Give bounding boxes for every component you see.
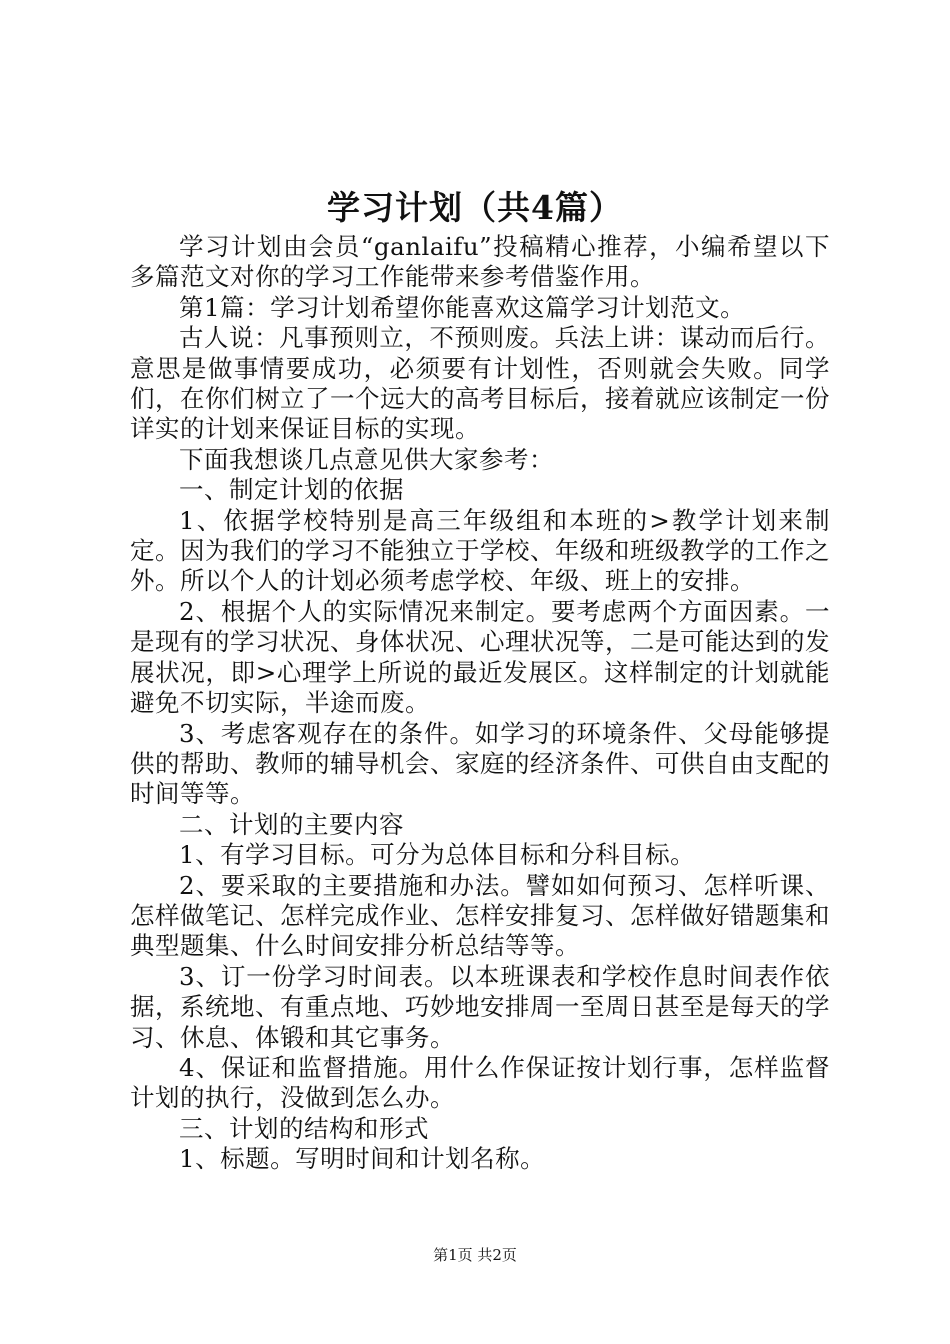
paragraph-basis-3: 3、考虑客观存在的条件。如学习的环境条件、父母能够提供的帮助、教师的辅导机会、家庭的经济条件、可供自由支配的时间等等。: [130, 718, 830, 809]
section-heading-structure: 三、计划的结构和形式: [179, 1113, 429, 1143]
paragraph-intro: 学习计划由会员“ganlaifu”投稿精心推荐，小编希望以下多篇范文对你的学习工作能带来参考借鉴作用。: [130, 232, 830, 292]
paragraph-structure-1: 1、标题。写明时间和计划名称。: [179, 1144, 546, 1174]
document-title: 学习计划（共4篇）: [327, 188, 623, 227]
paragraph-basis-1: 1、依据学校特别是高三年级组和本班的>教学计划来制定。因为我们的学习不能独立于学校、年级和班级教学的工作之外。所以个人的计划必须考虑学校、年级、班上的安排。: [130, 505, 830, 596]
paragraph-content-4: 4、保证和监督措施。用什么作保证按计划行事，怎样监督计划的执行，没做到怎么办。: [130, 1052, 830, 1113]
paragraph-suggestions-lead: 下面我想谈几点意见供大家参考：: [179, 444, 554, 474]
paragraph-ancients-say: 古人说：凡事预则立，不预则废。兵法上讲：谋动而后行。意思是做事情要成功，必须要有计划性，否则就会失败。同学们，在你们树立了一个远大的高考目标后，接着就应该制定一份详实的计划来保证目标的实现。: [130, 323, 830, 444]
section-heading-basis: 一、制定计划的依据: [179, 475, 404, 505]
paragraph-content-1: 1、有学习目标。可分为总体目标和分科目标。: [179, 840, 696, 870]
page-footer: 第1页 共2页: [433, 1246, 517, 1264]
paragraph-part-1-heading: 第1篇：学习计划希望你能喜欢这篇学习计划范文。: [179, 292, 746, 322]
paragraph-basis-2: 2、根据个人的实际情况来制定。要考虑两个方面因素。一是现有的学习状况、身体状况、心理状况等，二是可能达到的发展状况，即>心理学上所说的最近发展区。这样制定的计划就能避免不切实际，半途而废。: [130, 596, 830, 718]
paragraph-content-3: 3、订一份学习时间表。以本班课表和学校作息时间表作依据，系统地、有重点地、巧妙地安排周一至周日甚至是每天的学习、休息、体锻和其它事务。: [130, 961, 830, 1052]
paragraph-content-2: 2、要采取的主要措施和办法。譬如如何预习、怎样听课、怎样做笔记、怎样完成作业、怎样安排复习、怎样做好错题集和典型题集、什么时间安排分析总结等等。: [130, 870, 830, 961]
section-heading-content: 二、计划的主要内容: [179, 809, 404, 839]
document-body: [130, 232, 830, 1175]
